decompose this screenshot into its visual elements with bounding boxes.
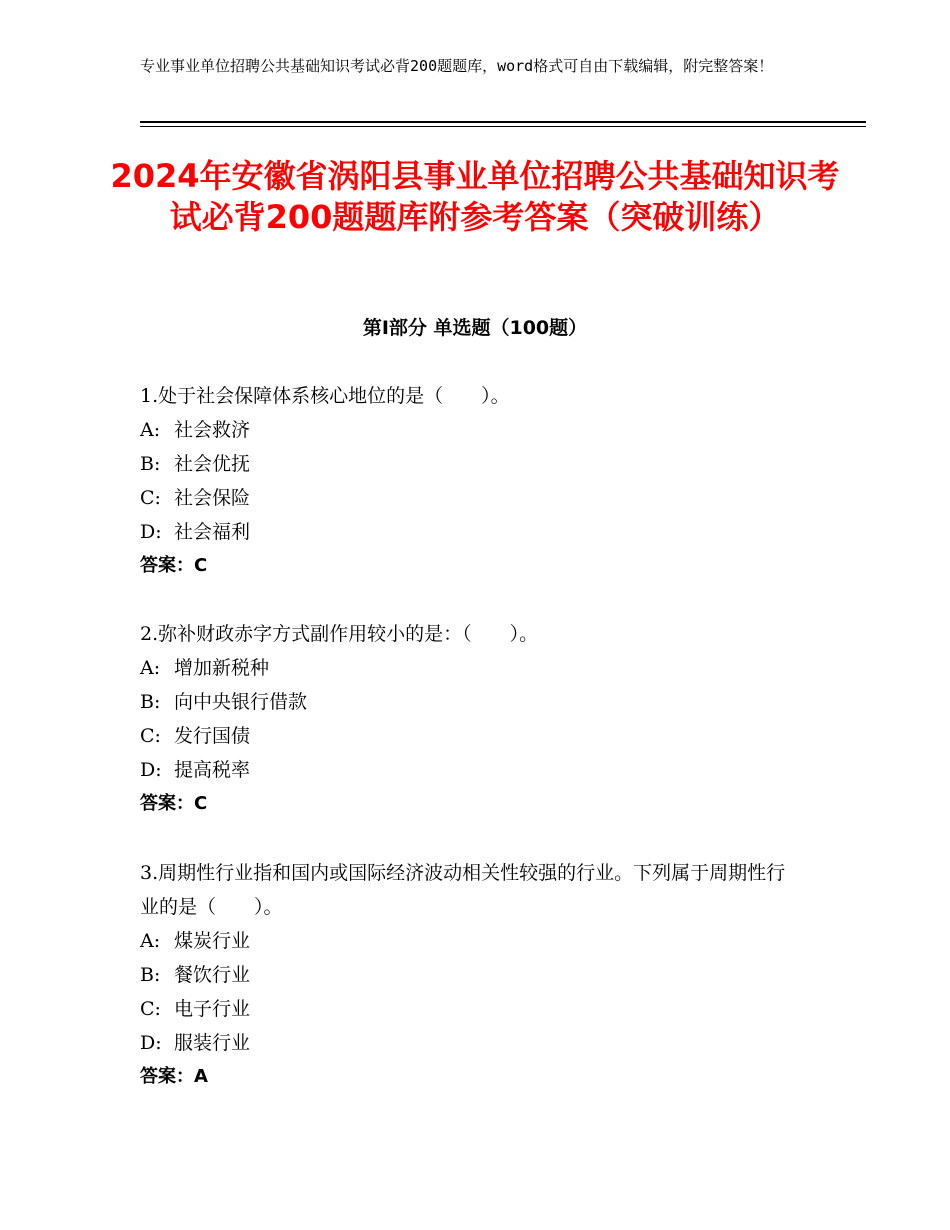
section-heading: 第Ⅰ部分 单选题（100题） [362,317,588,339]
option-letter: D: [140,759,162,781]
option-letter: B: [140,964,161,986]
option-c [140,992,800,1026]
question-text: 1.处于社会保障体系核心地位的是（ ）。 [140,385,510,407]
option-a [140,413,820,447]
answer-line: 答案：C [140,793,208,814]
answer-line: 答案：A [140,1066,208,1087]
option-d [140,515,820,549]
option-b [140,447,820,481]
option-a [140,924,800,958]
question-block [140,617,820,821]
option-a [140,651,820,685]
option-text: 服装行业 [174,1032,251,1054]
option-text: 社会福利 [174,521,251,543]
option-text: 煤炭行业 [174,930,251,952]
option-text: 增加新税种 [174,657,270,679]
option-b [140,685,820,719]
option-letter: C: [140,998,161,1020]
option-text: 提高税率 [174,759,251,781]
option-text: 餐饮行业 [174,964,251,986]
option-letter: D: [140,521,162,543]
document-title: 2024年安徽省涡阳县事业单位招聘公共基础知识考试必背200题题库附参考答案（突破训练） [110,157,840,236]
option-letter: A: [140,419,161,441]
answer-line: 答案：C [140,555,208,576]
option-text: 向中央银行借款 [174,691,308,713]
header-divider-thin [140,126,866,127]
option-text: 电子行业 [174,998,251,1020]
option-b [140,958,800,992]
option-letter: B: [140,453,161,475]
option-text: 社会救济 [174,419,251,441]
header-note: 专业事业单位招聘公共基础知识考试必背200题题库，word格式可自由下载编辑，附完整答案！ [140,57,774,75]
question-block [140,856,800,1094]
option-letter: D: [140,1032,162,1054]
question-block [140,379,820,583]
option-letter: C: [140,487,161,509]
question-text: 2.弥补财政赤字方式副作用较小的是：（ ）。 [140,623,539,645]
question-text: 3.周期性行业指和国内或国际经济波动相关性较强的行业。下列属于周期性行业的是（ ）。 [140,862,786,918]
header-divider-thick [140,121,866,123]
option-d [140,1026,800,1060]
option-letter: B: [140,691,161,713]
option-text: 社会优抚 [174,453,251,475]
option-c [140,719,820,753]
option-d [140,753,820,787]
option-c [140,481,820,515]
option-letter: A: [140,657,161,679]
option-letter: A: [140,930,161,952]
option-text: 发行国债 [174,725,251,747]
option-letter: C: [140,725,161,747]
option-text: 社会保险 [174,487,251,509]
